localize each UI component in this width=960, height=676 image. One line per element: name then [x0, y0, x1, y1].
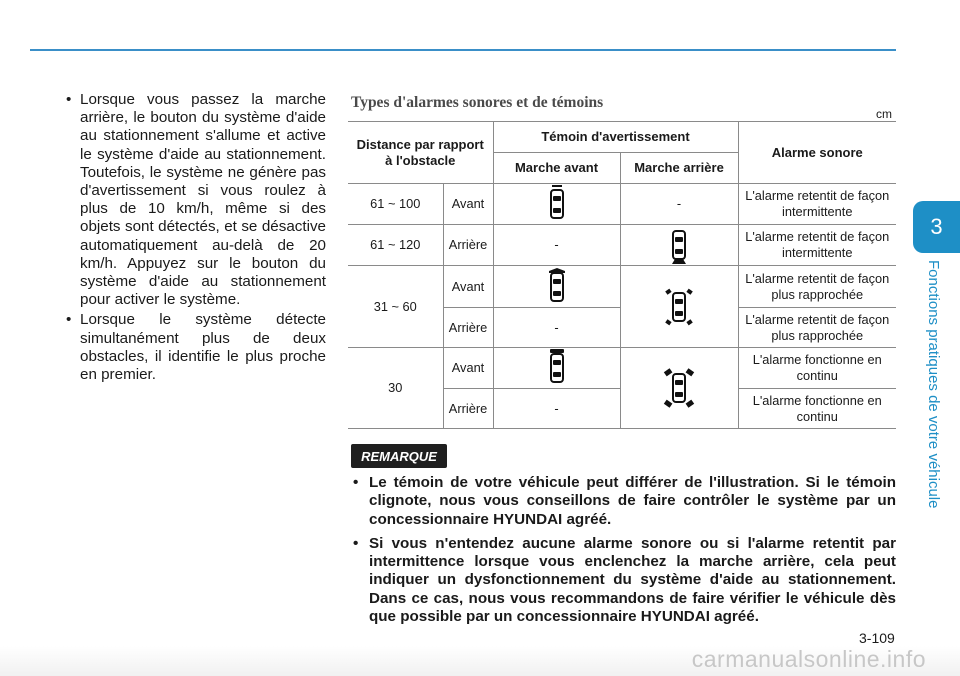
sensor-cell: Avant	[443, 266, 493, 308]
alarm-cell: L'alarme retentit de façon intermittente	[738, 184, 896, 225]
forward-cell: -	[493, 389, 620, 429]
forward-cell: -	[493, 308, 620, 348]
alarm-cell: L'alarme retentit de façon plus rapprochée	[738, 308, 896, 348]
distance-cell: 30	[348, 348, 443, 429]
left-bullet: • Lorsque vous passez la marche arrière, le bouton du système d'aide au stationnement s'allume et active le système d'aide au stationnement. Toutefois, le système ne génère pas d'avertissement si vous roulez à plus de 10 km/h, même si des objets sont détectés, et se désactive automatiquement au-delà de 20 km/h. Appuyez sur le bouton du système d'aide au stationnement pour activer le système.	[64, 91, 326, 309]
distance-cell: 61 ~ 100	[348, 184, 443, 225]
table-row	[348, 225, 896, 266]
reverse-cell	[620, 348, 738, 429]
car-front-icon	[543, 349, 571, 387]
header-alarm: Alarme sonore	[738, 122, 896, 184]
chapter-tab: 3	[913, 201, 960, 253]
alarm-cell: L'alarme retentit de façon plus rapprochée	[738, 266, 896, 308]
reverse-cell: -	[620, 184, 738, 225]
sensor-cell: Avant	[443, 348, 493, 389]
reverse-cell	[620, 225, 738, 266]
car-rear-icon	[665, 226, 693, 264]
forward-cell: -	[493, 225, 620, 266]
left-bullet: • Lorsque le système détecte simultanément plus de deux obstacles, il identifie le plus proche en premier.	[64, 311, 326, 384]
header-reverse: Marche arrière	[620, 153, 738, 184]
car-all-corners-icon	[662, 367, 696, 409]
alarm-cell: L'alarme fonctionne en continu	[738, 389, 896, 429]
forward-cell	[493, 266, 620, 308]
header-rule	[30, 49, 896, 51]
forward-cell	[493, 184, 620, 225]
table-row	[348, 266, 896, 308]
car-front-icon	[543, 185, 571, 223]
sensor-cell: Arrière	[443, 225, 493, 266]
sensor-cell: Arrière	[443, 389, 493, 429]
chapter-title: Fonctions pratiques de votre véhicule	[925, 260, 942, 509]
left-column	[64, 91, 326, 386]
forward-cell	[493, 348, 620, 389]
table-row	[348, 348, 896, 389]
sensor-cell: Avant	[443, 184, 493, 225]
note-item: • Si vous n'entendez aucune alarme sonore ou si l'alarme retentit par intermittence lorsque vous enclenchez la marche arrière, cela peut indiquer un dysfonctionnement du système d'aide au stationnement. Dans ce cas, nous vous recommandons de faire vérifier le véhicule dès que possible par un concessionnaire HYUNDAI agréé.	[351, 535, 896, 626]
alarm-cell: L'alarme fonctionne en continu	[738, 348, 896, 389]
header-warning: Témoin d'avertissement	[493, 122, 738, 153]
alarm-cell: L'alarme retentit de façon intermittente	[738, 225, 896, 266]
header-distance: Distance par rapport à l'obstacle	[348, 122, 493, 184]
car-front-icon	[543, 268, 571, 306]
watermark: carmanualsonline.info	[691, 646, 926, 672]
unit-label: cm	[876, 107, 892, 121]
notes-list	[351, 474, 896, 632]
alarm-table	[348, 121, 896, 429]
sensor-cell: Arrière	[443, 308, 493, 348]
note-item: • Le témoin de votre véhicule peut différer de l'illustration. Si le témoin clignote, nous vous conseillons de faire contrôler le système par un concessionnaire HYUNDAI agréé.	[351, 474, 896, 529]
reverse-cell	[620, 266, 738, 348]
page-number: 3-109	[859, 630, 895, 646]
table-row	[348, 184, 896, 225]
section-title: Types d'alarmes sonores et de témoins	[351, 94, 604, 111]
watermark-band	[0, 646, 960, 676]
distance-cell: 61 ~ 120	[348, 225, 443, 266]
car-all-corners-icon	[662, 286, 696, 328]
remarque-badge: REMARQUE	[351, 444, 447, 468]
distance-cell: 31 ~ 60	[348, 266, 443, 348]
header-forward: Marche avant	[493, 153, 620, 184]
